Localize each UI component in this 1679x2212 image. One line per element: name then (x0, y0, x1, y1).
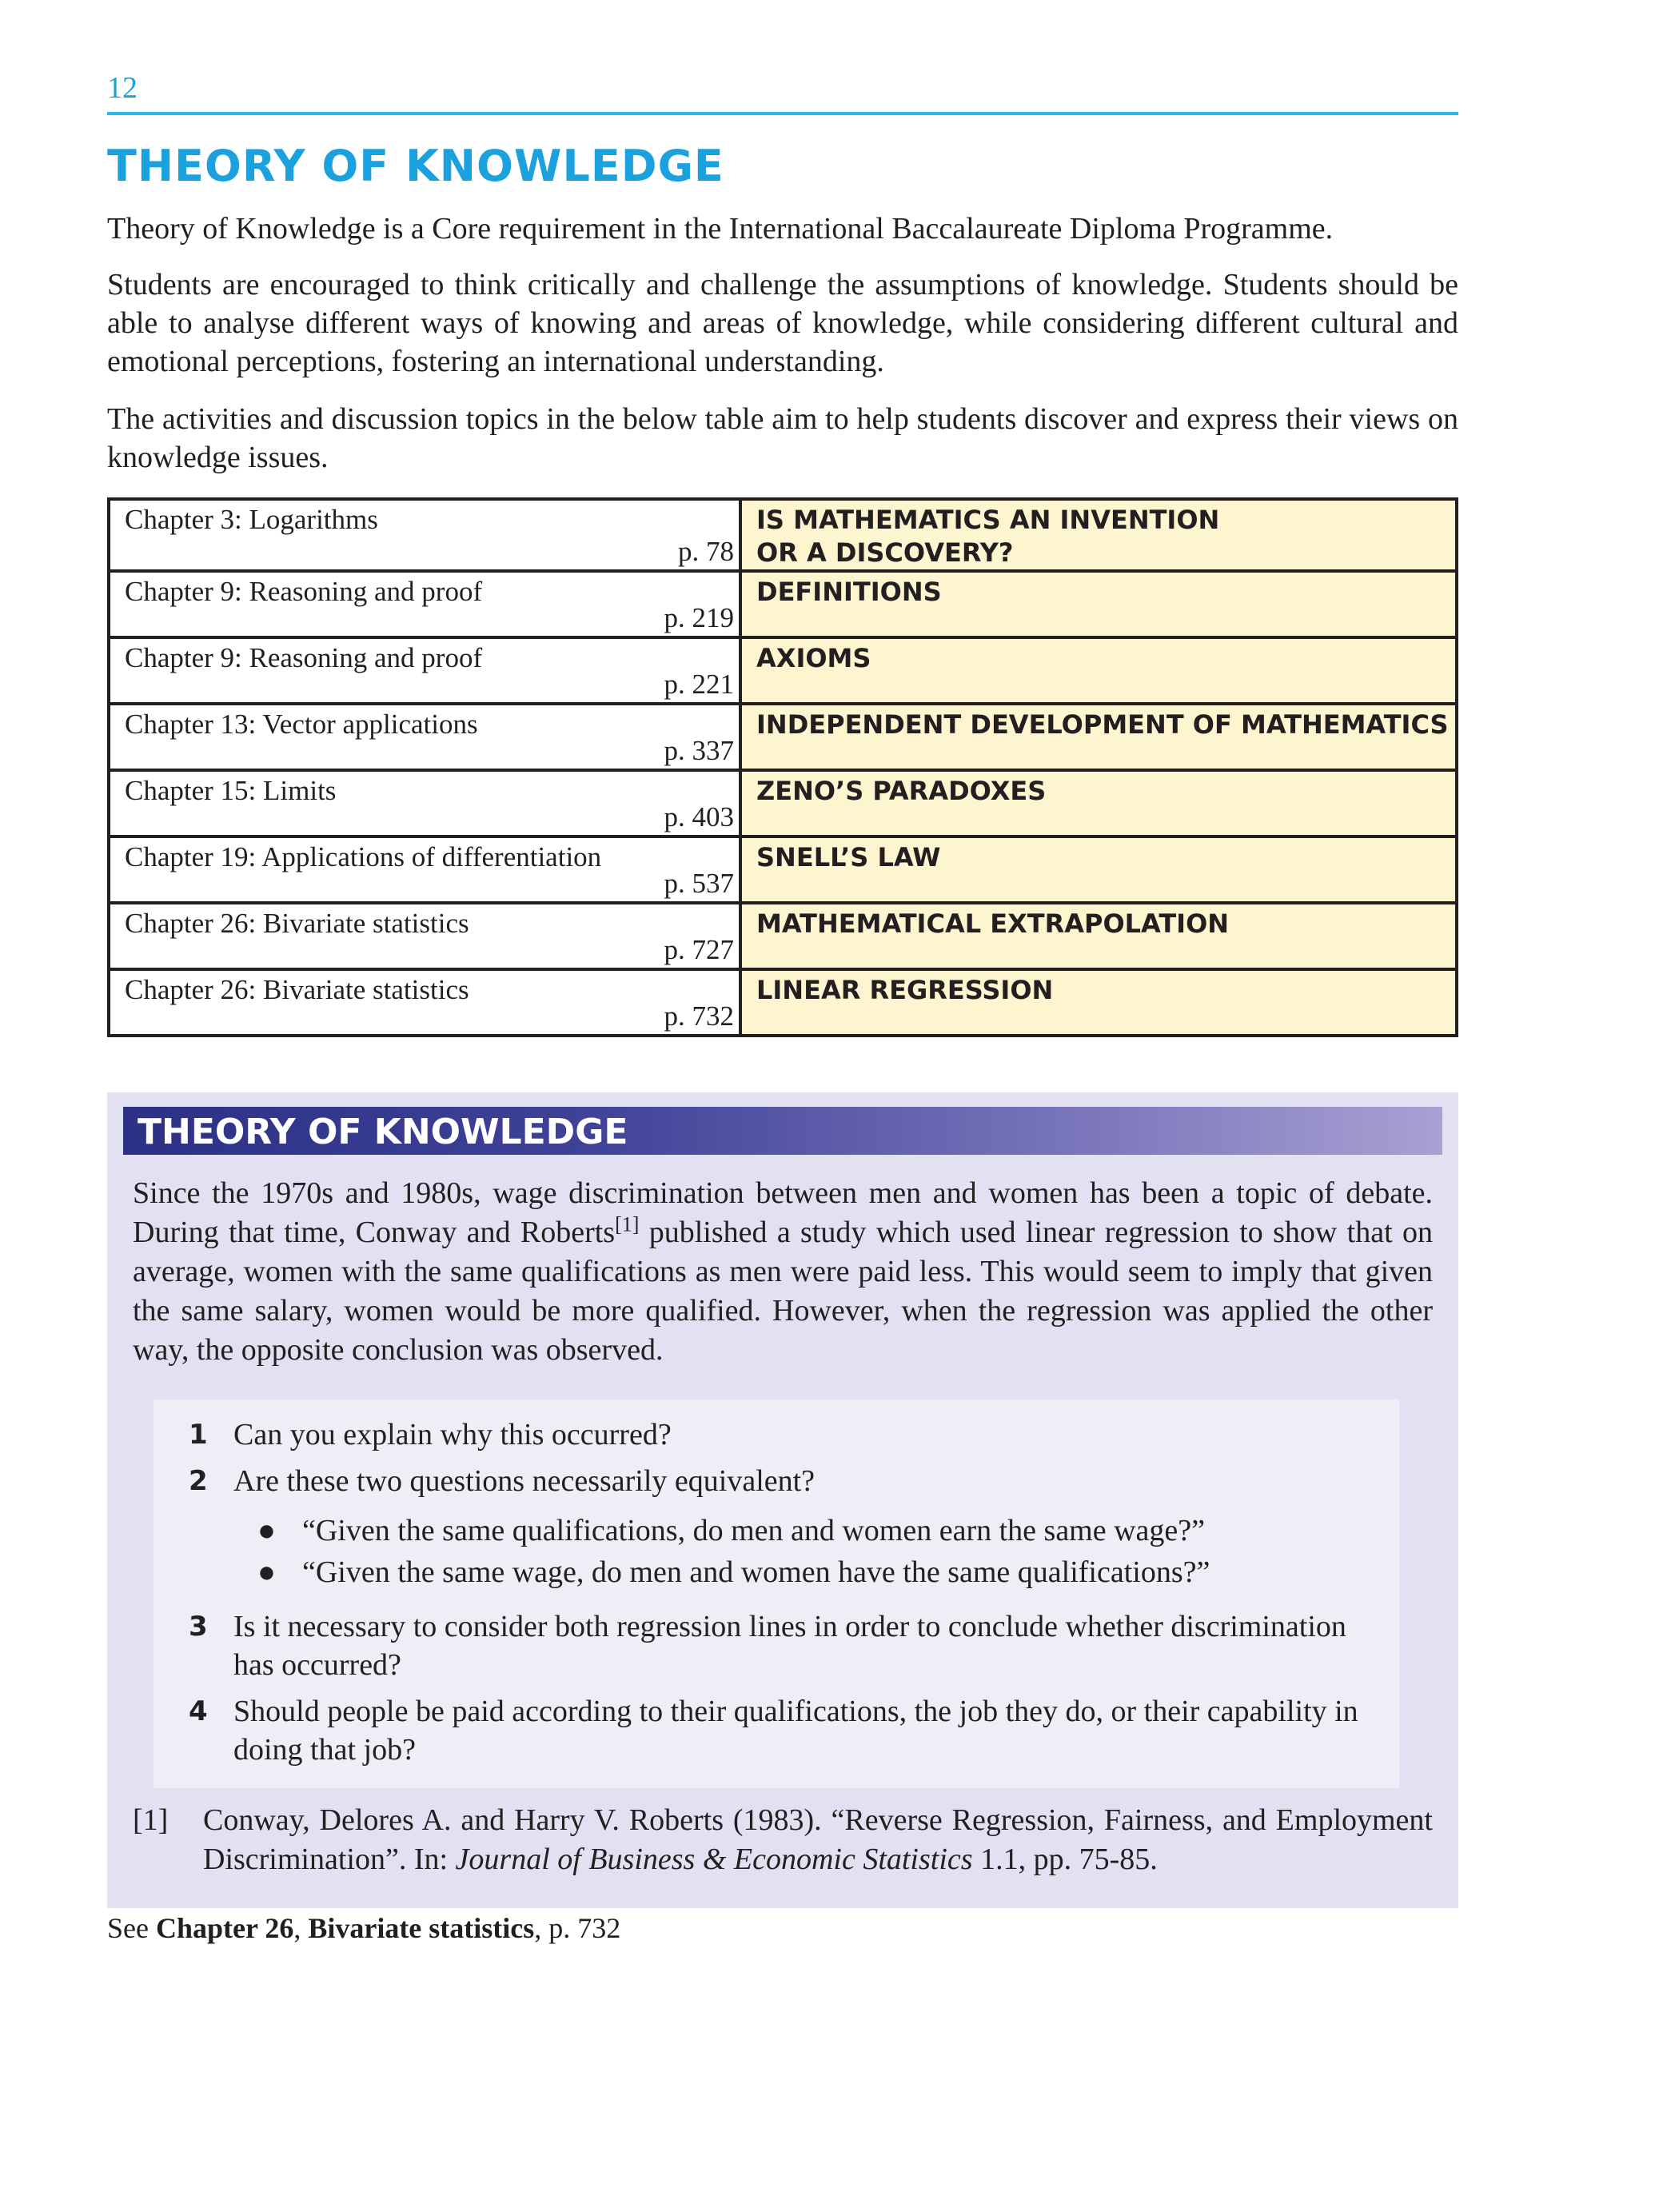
see-also-prefix: See (107, 1912, 156, 1944)
reference-number: [1] (133, 1803, 169, 1837)
topic-cell (740, 903, 1457, 969)
topic-cell (740, 499, 1457, 571)
topic-cell (740, 637, 1457, 704)
bullet-text: “Given the same qualifications, do men and women earn the same wage?” (302, 1514, 1206, 1547)
question-box (154, 1399, 1399, 1788)
topic-cell (740, 969, 1457, 1036)
question-text: Can you explain why this occurred? (233, 1418, 672, 1451)
chapter-page: p. 78 (678, 536, 734, 567)
tok-banner (123, 1107, 1442, 1155)
chapter-page: p. 403 (664, 801, 734, 832)
chapter-page: p. 221 (664, 669, 734, 700)
topic-line: INDEPENDENT DEVELOPMENT OF MATHEMATICS (756, 709, 1449, 740)
tok-paragraph (133, 1174, 1433, 1370)
chapter-page: p. 727 (664, 934, 734, 965)
topic-cell (740, 704, 1457, 770)
chapter-cell (109, 499, 740, 571)
see-also-suffix: , p. 732 (534, 1912, 621, 1944)
question-text: Is it necessary to consider both regression lines in order to conclude whether discrimination has occurred? (233, 1610, 1346, 1682)
reference-citation: Conway, Delores A. and Harry V. Roberts (1983). “Reverse Regression, Fairness, and Employment Discrimination”. In: (203, 1803, 1433, 1876)
chapter-page: p. 337 (664, 735, 734, 766)
table-row (109, 969, 1457, 1036)
chapter-name: Chapter 19: Applications of differentiation (125, 841, 602, 872)
chapter-page: p. 537 (664, 868, 734, 899)
chapter-name: Chapter 26: Bivariate statistics (125, 974, 469, 1005)
table-row (109, 770, 1457, 836)
see-also-sep: , (293, 1912, 309, 1944)
table-row (109, 836, 1457, 903)
topic-line: IS MATHEMATICS AN INVENTION (756, 505, 1220, 535)
topic-line: AXIOMS (756, 643, 871, 673)
question-number: 4 (189, 1695, 208, 1727)
chapter-name: Chapter 13: Vector applications (125, 709, 478, 740)
topic-line: OR A DISCOVERY? (756, 537, 1014, 568)
topic-line: ZENO’S PARADOXES (756, 776, 1047, 806)
chapter-cell (109, 836, 740, 903)
see-also-chapter: Chapter 26 (155, 1912, 294, 1944)
header-rule (107, 112, 1458, 115)
table-row (109, 499, 1457, 571)
page-title: THEORY OF KNOWLEDGE (107, 141, 724, 191)
bullet-icon: ● (257, 1555, 276, 1589)
chapter-name: Chapter 15: Limits (125, 775, 337, 806)
chapter-name: Chapter 3: Logarithms (125, 504, 378, 535)
chapter-cell (109, 903, 740, 969)
intro-paragraph-1: Theory of Knowledge is a Core requirement in the International Baccalaureate Diploma Programme. (107, 212, 1334, 246)
topic-line: SNELL’S LAW (756, 842, 941, 872)
page-number: 12 (107, 71, 138, 105)
intro-paragraph-3: The activities and discussion topics in the below table aim to help students discover and express their views on knowledge issues. (107, 402, 1458, 474)
bullet-icon: ● (257, 1514, 276, 1547)
reference-text (203, 1801, 1433, 1879)
chapter-cell (109, 770, 740, 836)
question-number: 2 (189, 1465, 208, 1497)
topic-cell (740, 770, 1457, 836)
chapter-name: Chapter 9: Reasoning and proof (125, 576, 483, 607)
tok-paragraph-text: Since the 1970s and 1980s, wage discrimination between men and women has been a topic of debate. During that time, Conway and Roberts (133, 1176, 1433, 1249)
intro-paragraph-2: Students are encouraged to think critically and challenge the assumptions of knowledge. Students should be able to analyse different ways of knowing and areas of knowledge, while considering different cultural and emotional perceptions, fostering an international understanding. (107, 268, 1458, 378)
topic-line: MATHEMATICAL EXTRAPOLATION (756, 908, 1230, 939)
chapter-cell (109, 704, 740, 770)
chapter-cell (109, 571, 740, 637)
topic-line: DEFINITIONS (756, 577, 942, 607)
question-text: Should people be paid according to their qualifications, the job they do, or their capability in doing that job? (233, 1695, 1358, 1767)
reference-journal: Journal of Business & Economic Statistics (455, 1843, 973, 1876)
tok-banner-title: THEORY OF KNOWLEDGE (138, 1112, 628, 1152)
reference-details: 1.1, pp. 75-85. (972, 1843, 1158, 1876)
table-row (109, 637, 1457, 704)
topic-cell (740, 836, 1457, 903)
chapter-page: p. 732 (664, 1000, 734, 1032)
topic-line: LINEAR REGRESSION (756, 975, 1054, 1005)
chapter-cell (109, 637, 740, 704)
bullet-text: “Given the same wage, do men and women have the same qualifications?” (302, 1555, 1210, 1589)
question-number: 1 (189, 1419, 208, 1451)
table-row (109, 704, 1457, 770)
topic-cell (740, 571, 1457, 637)
table-row (109, 571, 1457, 637)
question-text: Are these two questions necessarily equivalent? (233, 1464, 816, 1498)
chapter-name: Chapter 26: Bivariate statistics (125, 908, 469, 939)
see-also-title: Bivariate statistics (308, 1912, 535, 1944)
chapter-page: p. 219 (664, 602, 734, 633)
table-row (109, 903, 1457, 969)
chapter-name: Chapter 9: Reasoning and proof (125, 642, 483, 673)
question-number: 3 (189, 1611, 208, 1643)
chapter-cell (109, 969, 740, 1036)
citation-marker: [1] (615, 1212, 640, 1236)
see-also-line (107, 1911, 620, 1945)
tok-topics-table (107, 497, 1458, 1037)
tok-discussion-box (107, 1092, 1458, 1908)
tok-paragraph-text: published a study which used linear regression to show that on average, women with the same qualifications as men were paid less. This would seem to imply that given the same salary, women would be more qualified. However, when the regression was applied the other way, the opposite conclusion was observed. (133, 1216, 1433, 1367)
